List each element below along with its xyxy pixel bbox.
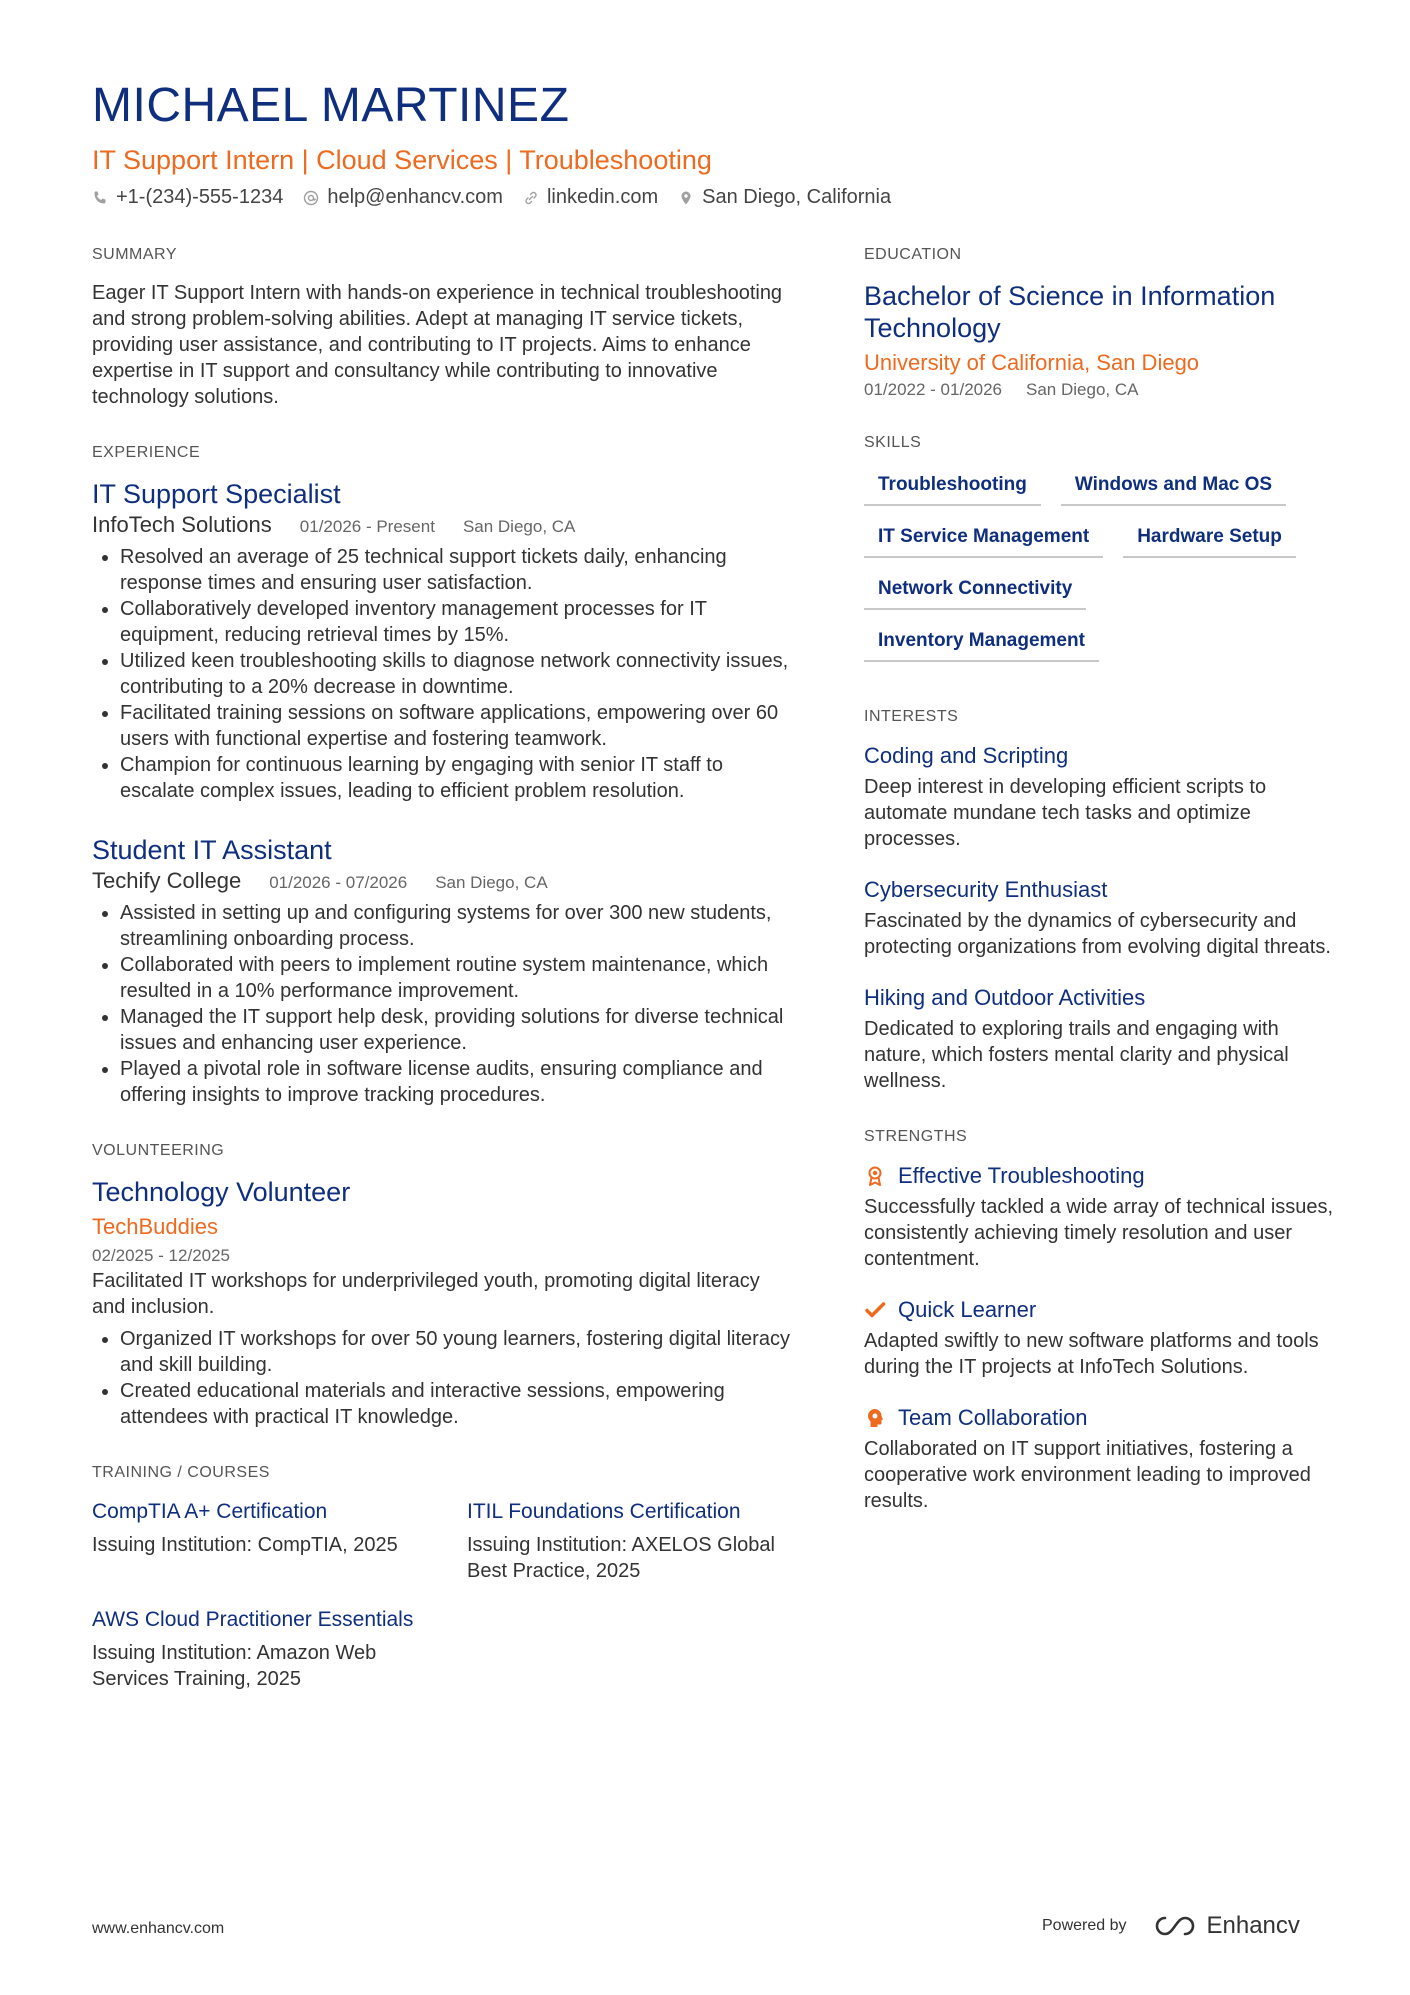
job-meta bbox=[92, 868, 792, 894]
resume-header bbox=[92, 78, 1322, 209]
course-institution: Issuing Institution: AXELOS Global Best Practice, 2025 bbox=[467, 1534, 775, 1582]
job-bullets bbox=[92, 544, 792, 804]
education-school: University of California, San Diego bbox=[864, 350, 1200, 375]
volunteer-bullets bbox=[92, 1326, 792, 1430]
training-section bbox=[92, 1464, 792, 1692]
interests-section bbox=[864, 708, 1334, 1094]
skill-tag: Network Connectivity bbox=[864, 572, 1086, 610]
volunteer-dates: 02/2025 - 12/2025 bbox=[92, 1246, 231, 1265]
bullet-item: • Assisted in setting up and configuring systems for over 300 new students, streamlining onboarding process. bbox=[120, 900, 792, 952]
footer-branding bbox=[1042, 1912, 1300, 1940]
at-icon bbox=[303, 190, 319, 206]
strength-title: Quick Learner bbox=[898, 1297, 1037, 1322]
head-icon bbox=[864, 1407, 886, 1429]
interest-title: Coding and Scripting bbox=[864, 743, 1069, 768]
bullet-item: • Champion for continuous learning by engaging with senior IT staff to escalate complex issues, leading to efficient problem resolution. bbox=[120, 752, 792, 804]
location-pin-icon bbox=[678, 190, 694, 206]
interest-item bbox=[864, 876, 1334, 960]
contact-phone bbox=[92, 186, 283, 209]
job-dates: 01/2026 - 07/2026 bbox=[269, 873, 408, 892]
experience-section bbox=[92, 444, 792, 1108]
strength-desc: Adapted swiftly to new software platforms and tools during the IT projects at InfoTech Solutions. bbox=[864, 1330, 1319, 1378]
job-company: InfoTech Solutions bbox=[92, 512, 272, 537]
training-heading: TRAINING / COURSES bbox=[92, 1464, 270, 1481]
interest-desc: Deep interest in developing efficient scripts to automate mundane tech tasks and optimize processes. bbox=[864, 776, 1267, 850]
brand-logo[interactable] bbox=[1153, 1912, 1300, 1940]
skill-tag: Inventory Management bbox=[864, 624, 1099, 662]
strength-title: Team Collaboration bbox=[898, 1405, 1088, 1430]
contact-email[interactable] bbox=[303, 186, 503, 209]
course-title: AWS Cloud Practitioner Essentials bbox=[92, 1608, 414, 1631]
volunteering-heading: VOLUNTEERING bbox=[92, 1142, 225, 1159]
strength-desc: Successfully tackled a wide array of technical issues, consistently achieving timely resolution and user contentment. bbox=[864, 1196, 1334, 1270]
summary-heading: SUMMARY bbox=[92, 246, 177, 263]
interests-heading: INTERESTS bbox=[864, 708, 959, 725]
course-title: ITIL Foundations Certification bbox=[467, 1500, 741, 1523]
job-company: Techify College bbox=[92, 868, 242, 893]
candidate-name: MICHAEL MARTINEZ bbox=[92, 79, 570, 132]
job-entry bbox=[92, 478, 792, 804]
education-section bbox=[864, 246, 1334, 400]
strength-item bbox=[864, 1162, 1334, 1272]
strength-title: Effective Troubleshooting bbox=[898, 1163, 1145, 1188]
check-icon bbox=[864, 1299, 886, 1321]
job-location: San Diego, CA bbox=[462, 517, 576, 536]
skills-section bbox=[864, 434, 1334, 662]
contact-row bbox=[92, 186, 1322, 209]
interest-item bbox=[864, 742, 1334, 852]
email-text: help@enhancv.com bbox=[327, 186, 503, 208]
award-icon bbox=[864, 1165, 886, 1187]
course-title: CompTIA A+ Certification bbox=[92, 1500, 328, 1523]
job-entry bbox=[92, 834, 792, 1108]
right-column bbox=[864, 246, 1334, 1548]
job-dates: 01/2026 - Present bbox=[299, 517, 435, 536]
strength-item bbox=[864, 1404, 1334, 1514]
volunteering-section bbox=[92, 1142, 792, 1430]
skills-heading: SKILLS bbox=[864, 434, 922, 451]
course-institution: Issuing Institution: CompTIA, 2025 bbox=[92, 1534, 398, 1556]
courses-grid bbox=[92, 1498, 792, 1692]
bullet-item: • Organized IT workshops for over 50 young learners, fostering digital literacy and skill building. bbox=[120, 1326, 792, 1378]
contact-website[interactable] bbox=[523, 186, 658, 209]
brand-name: Enhancv bbox=[1206, 1912, 1300, 1939]
job-meta bbox=[92, 512, 792, 538]
strength-item bbox=[864, 1296, 1334, 1380]
summary-section bbox=[92, 246, 792, 410]
job-bullets bbox=[92, 900, 792, 1108]
volunteer-org: TechBuddies bbox=[92, 1214, 218, 1239]
contact-location bbox=[678, 186, 891, 209]
interest-desc: Dedicated to exploring trails and engaging with nature, which fosters mental clarity and physical wellness. bbox=[864, 1018, 1289, 1092]
skill-tag: Windows and Mac OS bbox=[1061, 468, 1286, 506]
course-institution: Issuing Institution: Amazon Web Services Training, 2025 bbox=[92, 1642, 377, 1690]
strength-head bbox=[864, 1404, 1334, 1432]
footer-website[interactable]: www.enhancv.com bbox=[92, 1920, 225, 1937]
volunteer-description: Facilitated IT workshops for underprivileged youth, promoting digital literacy and inclusion. bbox=[92, 1270, 760, 1318]
bullet-item: • Collaboratively developed inventory management processes for IT equipment, reducing retrieval times by 15%. bbox=[120, 596, 792, 648]
enhancv-logo-icon bbox=[1153, 1914, 1197, 1938]
interest-title: Cybersecurity Enthusiast bbox=[864, 877, 1108, 902]
interest-item bbox=[864, 984, 1334, 1094]
education-degree: Bachelor of Science in Information Technology bbox=[864, 281, 1276, 343]
strengths-heading: STRENGTHS bbox=[864, 1128, 968, 1145]
job-title: IT Support Specialist bbox=[92, 479, 341, 509]
job-location: San Diego, CA bbox=[435, 873, 548, 892]
bullet-item: • Created educational materials and interactive sessions, empowering attendees with practical IT knowledge. bbox=[120, 1378, 792, 1430]
bullet-item: • Utilized keen troubleshooting skills to diagnose network connectivity issues, contributing to a 20% decrease in downtime. bbox=[120, 648, 792, 700]
skill-tag: IT Service Management bbox=[864, 520, 1103, 558]
strength-desc: Collaborated on IT support initiatives, fostering a cooperative work environment leading to improved results. bbox=[864, 1438, 1311, 1512]
education-meta bbox=[864, 380, 1334, 400]
strength-head bbox=[864, 1296, 1334, 1324]
powered-by-text: Powered by bbox=[1042, 1917, 1127, 1934]
interest-desc: Fascinated by the dynamics of cybersecurity and protecting organizations from evolving digital threats. bbox=[864, 910, 1331, 958]
bullet-item: • Facilitated training sessions on software applications, empowering over 60 users with functional expertise and fostering teamwork. bbox=[120, 700, 792, 752]
course-item bbox=[92, 1606, 422, 1692]
candidate-title: IT Support Intern | Cloud Services | Troubleshooting bbox=[92, 145, 712, 175]
education-location: San Diego, CA bbox=[1026, 380, 1139, 399]
interest-title: Hiking and Outdoor Activities bbox=[864, 985, 1146, 1010]
course-item bbox=[92, 1498, 467, 1584]
experience-heading: EXPERIENCE bbox=[92, 444, 201, 461]
education-dates: 01/2022 - 01/2026 bbox=[864, 380, 1003, 399]
phone-icon bbox=[92, 190, 108, 206]
bullet-item: • Played a pivotal role in software license audits, ensuring compliance and offering insights to improve tracking procedures. bbox=[120, 1056, 792, 1108]
course-item bbox=[467, 1498, 787, 1584]
left-column bbox=[92, 246, 792, 1726]
skill-tag: Hardware Setup bbox=[1123, 520, 1296, 558]
phone-text: +1-(234)-555-1234 bbox=[116, 186, 284, 208]
location-text: San Diego, California bbox=[702, 186, 892, 208]
bullet-item: • Collaborated with peers to implement routine system maintenance, which resulted in a 10% performance improvement. bbox=[120, 952, 792, 1004]
skill-tag: Troubleshooting bbox=[864, 468, 1041, 506]
skills-list bbox=[864, 468, 1334, 662]
website-text: linkedin.com bbox=[546, 186, 659, 208]
bullet-item: • Resolved an average of 25 technical support tickets daily, enhancing response times and ensuring user satisfaction. bbox=[120, 544, 792, 596]
link-icon bbox=[523, 190, 539, 206]
education-heading: EDUCATION bbox=[864, 246, 962, 263]
strengths-section bbox=[864, 1128, 1334, 1514]
strength-head bbox=[864, 1162, 1334, 1190]
volunteer-title: Technology Volunteer bbox=[92, 1177, 351, 1207]
job-title: Student IT Assistant bbox=[92, 835, 332, 865]
summary-text: Eager IT Support Intern with hands-on experience in technical troubleshooting and strong problem-solving abilities. Adept at managing IT service tickets, providing user assistance, and contributing to IT projects. Aims to enhance expertise in IT support and consultancy while contributing to innovative technology solutions. bbox=[92, 282, 783, 408]
bullet-item: • Managed the IT support help desk, providing solutions for diverse technical issues and enhancing user experience. bbox=[120, 1004, 792, 1056]
